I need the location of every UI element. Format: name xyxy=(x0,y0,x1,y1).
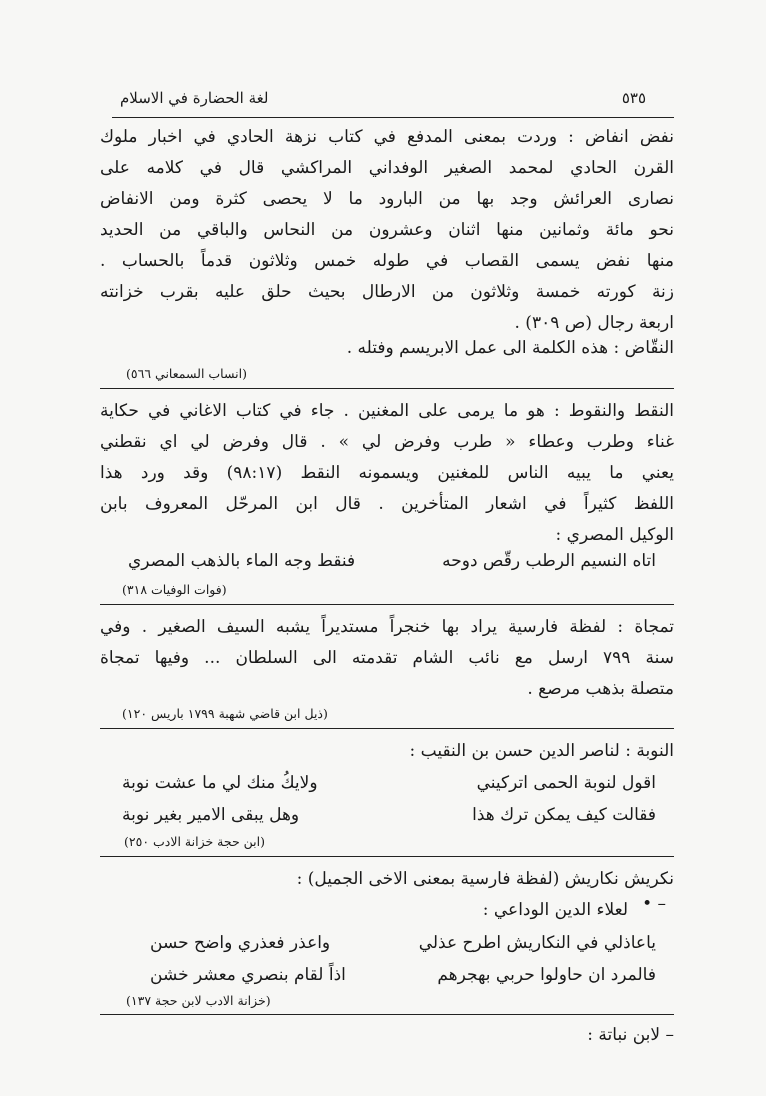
entry-separator xyxy=(100,728,674,729)
text-line: نحو مائة وثمانين منها اثنان وعشرون من النحاس والباقي من الحديد xyxy=(100,220,674,240)
verse-line xyxy=(150,960,656,990)
verse-hemistich-second: واعذر فعذري واضح حسن xyxy=(150,933,331,953)
verse-hemistich-first: فقالت كيف يمكن ترك هذا xyxy=(472,805,656,825)
text-line: نفض انفاض : وردت بمعنى المدفع في كتاب نزهة الحادي في اخبار ملوك xyxy=(100,127,674,147)
text-line: الوكيل المصري : xyxy=(555,525,674,545)
header-rule xyxy=(112,117,674,118)
entry-tamjah xyxy=(100,612,674,705)
entry-separator xyxy=(100,1014,674,1015)
text-line: القرن الحادي لمحمد الصغير الوفداني المراكشي قال في كلامه على xyxy=(100,158,674,178)
text-line: نكريش نكاريش (لفظة فارسية بمعنى الاخى الجميل) : xyxy=(296,869,674,889)
verse-hemistich-first: ياعاذلي في النكاريش اطرح عذلي xyxy=(418,933,656,953)
text-line: لعلاء الدين الوداعي : xyxy=(482,900,628,920)
verse-line xyxy=(128,546,656,576)
source-citation: (ذيل ابن قاضي شهبة ١٧٩٩ باريس ١٢٠) xyxy=(122,706,328,721)
verse-line xyxy=(122,800,656,830)
text-line: زنة كورته خمسة وثلاثون من الارطال بحيث حلق عليه بقرب خزانته xyxy=(100,282,674,302)
text-line: تمجاة : لفظة فارسية يراد بها خنجراً مستديراً يشبه السيف الصغير . وفي xyxy=(100,617,674,637)
text-line: غناء وطرب وعطاء « طرب وفرض لي » . قال وفرض لي اي نقطني xyxy=(100,432,674,452)
verse-hemistich-second: ولايكُ منك لي ما عشت نوبة xyxy=(122,773,318,793)
source-citation: (خزانة الادب لابن حجة ١٣٧) xyxy=(126,993,271,1008)
verse-hemistich-second: اذاً لقام بنصري معشر خشن xyxy=(150,965,346,985)
text-line: متصلة بذهب مرصع . xyxy=(527,679,674,699)
source-citation: (انساب السمعاني ٥٦٦) xyxy=(126,366,247,381)
text-line: منها نفض يسمى القصاب في طوله خمس وثلاثون قدماً بالحساب . xyxy=(100,251,674,271)
entry-separator xyxy=(100,856,674,857)
verse-hemistich-first: اتاه النسيم الرطب رقّص دوحه xyxy=(442,551,656,571)
entry-naqqad xyxy=(100,333,674,364)
text-line: نصارى العرائش وجد بها من البارود ما لا يحصى كثرة ومن الانفاض xyxy=(100,189,674,209)
text-line: النقّاض : هذه الكلمة الى عمل الابريسم وفتله . xyxy=(346,338,674,358)
verse-line xyxy=(122,768,656,798)
entry-naqt xyxy=(100,396,674,551)
entry-nakarish xyxy=(100,864,674,926)
entry-nafd xyxy=(100,122,674,339)
text-line: النوبة : لناصر الدين حسن بن النقيب : xyxy=(409,741,674,761)
text-line: النقط والنقوط : هو ما يرمى على المغنين . جاء في كتاب الاغاني في حكاية xyxy=(100,401,674,421)
source-citation: (ابن حجة خزانة الادب ٢٥٠) xyxy=(124,834,265,849)
entry-nawba xyxy=(100,736,674,767)
entry-tail xyxy=(100,1020,674,1051)
entry-separator xyxy=(100,604,674,605)
text-line: سنة ٧٩٩ ارسل مع نائب الشام تقدمته الى السلطان ... وفيها تمجاة xyxy=(100,648,674,668)
list-bullet: – • xyxy=(642,894,666,914)
running-header xyxy=(120,86,646,110)
verse-line xyxy=(150,928,656,958)
text-line: – لابن نباتة : xyxy=(587,1025,674,1045)
entry-separator xyxy=(100,388,674,389)
verse-hemistich-second: فنقط وجه الماء بالذهب المصري xyxy=(128,551,356,571)
text-line: يعني ما يبيه الناس للمغنين ويسمونه النقط (٩٨:١٧) وقد ورد هذا xyxy=(100,463,674,483)
verse-hemistich-first: اقول لنوبة الحمى اتركيني xyxy=(476,773,656,793)
text-line: اللفظ كثيراً في اشعار المتأخرين . قال ابن المرحّل المعروف بابن xyxy=(100,494,674,514)
text-line: اربعة رجال (ص ٣٠٩) . xyxy=(514,313,674,333)
verse-hemistich-first: فالمرد ان حاولوا حربي بهجرهم xyxy=(437,965,656,985)
running-title: لغة الحضارة في الاسلام xyxy=(120,89,269,107)
page-number: ٥٣٥ xyxy=(621,89,646,107)
verse-hemistich-second: وهل يبقى الامير بغير نوبة xyxy=(122,805,300,825)
source-citation: (فوات الوفيات ٣١٨) xyxy=(122,582,227,597)
